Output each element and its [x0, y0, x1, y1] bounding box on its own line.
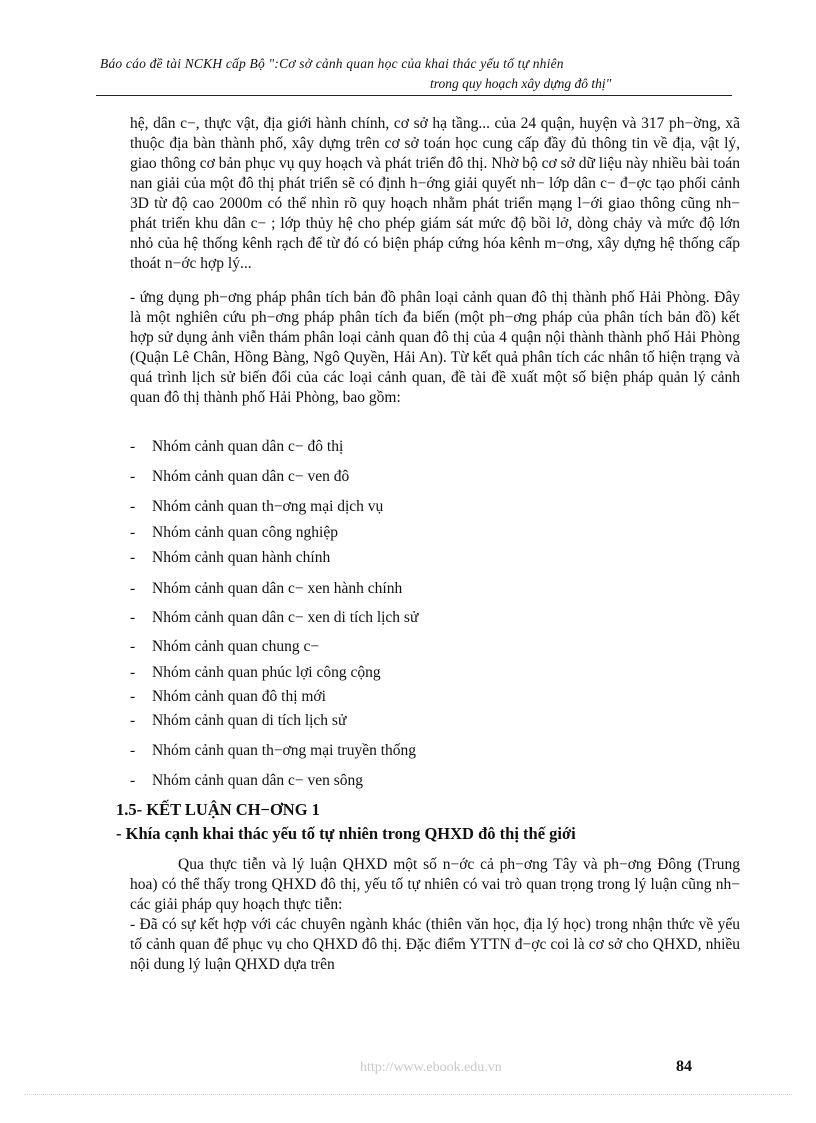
list-item-text: Nhóm cảnh quan phúc lợi công cộng — [152, 664, 381, 681]
page-number: 84 — [676, 1058, 692, 1075]
footer-url: http://www.ebook.edu.vn — [360, 1060, 502, 1075]
list-item-text: Nhóm cảnh quan dân c− đô thị — [152, 438, 344, 455]
list-item-text: Nhóm cảnh quan th−ơng mại dịch vụ — [152, 498, 384, 515]
list-item-text: Nhóm cảnh quan di tích lịch sử — [152, 712, 347, 729]
list-item-text: Nhóm cảnh quan hành chính — [152, 549, 331, 566]
paragraph-3-text: Qua thực tiễn và lý luận QHXD một số n−ớc cả ph−ơng Tây và ph−ơng Đông (Trung hoa) có thể thấy trong QHXD đô thị, yếu tố tự nhiên có vai trò quan trọng trong lý luận cũng nh− các giải pháp quy hoạch thực tiễn: — [130, 856, 740, 913]
running-header-line2: trong quy hoạch xây dựng đô thị" — [430, 76, 612, 91]
bullet-dash: - — [130, 524, 136, 541]
bullet-dash: - — [130, 742, 136, 759]
bullet-dash: - — [130, 549, 136, 566]
list-item-text: Nhóm cảnh quan chung c− — [152, 638, 320, 655]
conclusion-text — [130, 855, 740, 975]
header-rule — [96, 95, 732, 96]
list-item-text: Nhóm cảnh quan dân c− xen di tích lịch sử — [152, 609, 419, 626]
bullet-dash: - — [130, 712, 136, 729]
paragraph-1-text: hệ, dân c−, thực vật, địa giới hành chính, cơ sở hạ tầng... của 24 quận, huyện và 317 ph−ờng, xã thuộc địa bàn thành phố, xây dựng trên cơ sở toán học cung cấp đầy đủ thông tin về địa, vật lý, giao thông cơ bản phục vụ quy hoạch và phát triển đô thị. Nhờ bộ cơ sở dữ liệu này nhiều bài toán nan giải của một đô thị phát triển sẽ có định h−ớng giải quyết nh− lớp dân c− đ−ợc tạo phối cảnh 3D từ độ cao 2000m có thể nhìn rõ quy hoạch nhằm phát triển mạng l−ới giao thông cũng nh− phát triển khu dân c− ; lớp thủy hệ cho phép giám sát mức độ bồi lở, dòng chảy và mức độ lớn nhỏ của hệ thống kênh rạch để từ đó có biện pháp cứng hóa kênh m−ơng, xây dựng hệ thống cấp thoát n−ớc hợp lý... — [130, 115, 740, 272]
bullet-dash: - — [130, 498, 136, 515]
bullet-dash: - — [130, 468, 136, 485]
running-header-line1: Báo cáo đề tài NCKH cấp Bộ ":Cơ sở cảnh quan học của khai thác yếu tố tự nhiên — [100, 56, 564, 71]
paragraph-2-text: - ứng dụng ph−ơng pháp phân tích bản đồ phân loại cảnh quan đô thị thành phố Hải Phòng. Đây là một nghiên cứu ph−ơng pháp phân tích đa biến (một ph−ơng pháp của phân tích bản đồ) kết hợp sử dụng ảnh viễn thám phân loại cảnh quan đô thị của 4 quận nội thành thành phố Hải Phòng (Quận Lê Chân, Hồng Bàng, Ngô Quyền, Hải An). Từ kết quả phân tích các nhân tố hiện trạng và quá trình lịch sử biến đổi của các loại cảnh quan, đề tài đề xuất một số biện pháp quản lý cảnh quan đô thị thành phố Hải Phòng, bao gồm: — [130, 289, 740, 406]
bullet-dash: - — [130, 638, 136, 655]
paragraph-1 — [130, 114, 740, 274]
bullet-dash: - — [130, 664, 136, 681]
paragraph-4-text: - Đã có sự kết hợp với các chuyên ngành khác (thiên văn học, địa lý học) trong nhận thức về yếu tố cảnh quan để phục vụ cho QHXD đô thị. Đặc điểm YTTN đ−ợc coi là cơ sở cho QHXD, nhiều nội dung lý luận QHXD dựa trên — [130, 916, 740, 973]
section-subheading: - Khía cạnh khai thác yếu tố tự nhiên trong QHXD đô thị thế giới — [116, 824, 576, 843]
bullet-dash: - — [130, 580, 136, 597]
list-item-text: Nhóm cảnh quan dân c− ven sông — [152, 772, 364, 789]
list-item-text: Nhóm cảnh quan th−ơng mại truyền thống — [152, 742, 417, 759]
list-item-text: Nhóm cảnh quan công nghiệp — [152, 524, 338, 541]
list-item-text: Nhóm cảnh quan dân c− xen hành chính — [152, 580, 403, 597]
section-heading: 1.5- KẾT LUẬN CH−ƠNG 1 — [116, 800, 320, 819]
bullet-dash: - — [130, 772, 136, 789]
bullet-dash: - — [130, 688, 136, 705]
bullet-dash: - — [130, 609, 136, 626]
list-item-text: Nhóm cảnh quan dân c− ven đô — [152, 468, 350, 485]
bullet-dash: - — [130, 438, 136, 455]
bottom-dotted-rule — [24, 1094, 792, 1095]
paragraph-2 — [130, 288, 740, 408]
list-item-text: Nhóm cảnh quan đô thị mới — [152, 688, 326, 705]
